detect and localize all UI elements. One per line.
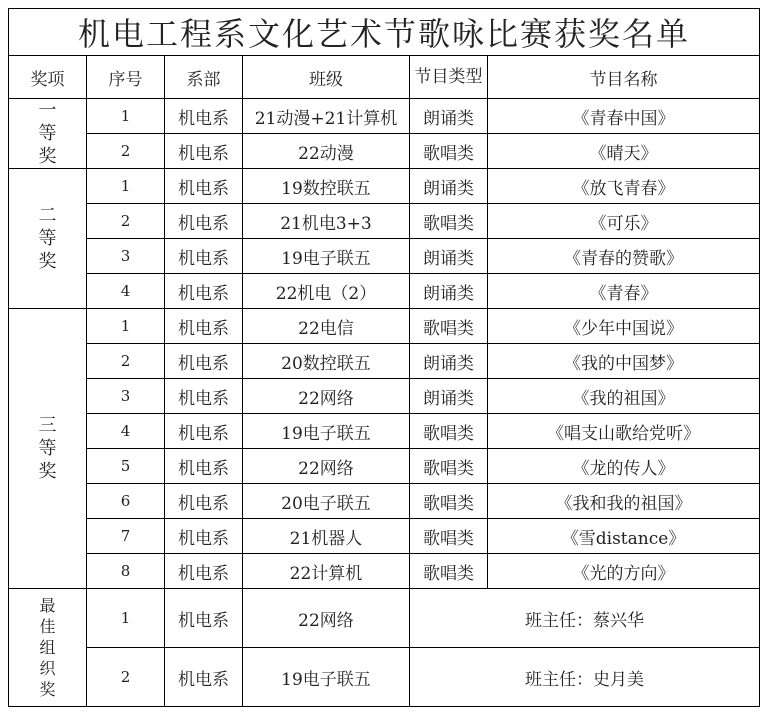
- program-cell: 《我的祖国》: [488, 379, 760, 414]
- table-row: [9, 379, 760, 414]
- teacher-cell: 班主任：蔡兴华: [410, 589, 760, 648]
- seq-cell: 2: [87, 648, 165, 707]
- class-cell: 20电子联五: [243, 484, 410, 519]
- program-cell: 《青春的赞歌》: [488, 239, 760, 274]
- type-cell: 歌唱类: [410, 204, 488, 239]
- class-cell: 20数控联五: [243, 344, 410, 379]
- dept-cell: 机电系: [165, 169, 243, 204]
- dept-cell: 机电系: [165, 648, 243, 707]
- header-row: [9, 56, 760, 99]
- seq-cell: 2: [87, 204, 165, 239]
- table-row: [9, 554, 760, 589]
- seq-cell: 2: [87, 344, 165, 379]
- class-cell: 21动漫+21计算机: [243, 99, 410, 134]
- header-program: 节目名称: [488, 56, 760, 99]
- seq-cell: 1: [87, 589, 165, 648]
- seq-cell: 1: [87, 99, 165, 134]
- class-cell: 19电子联五: [243, 414, 410, 449]
- program-cell: 《少年中国说》: [488, 309, 760, 344]
- type-cell: 朗诵类: [410, 344, 488, 379]
- table-row: [9, 169, 760, 204]
- class-cell: 22网络: [243, 589, 410, 648]
- dept-cell: 机电系: [165, 484, 243, 519]
- header-type: 节目类型: [410, 56, 488, 99]
- type-cell: 歌唱类: [410, 309, 488, 344]
- table-row: [9, 239, 760, 274]
- program-cell: 《晴天》: [488, 134, 760, 169]
- class-cell: 21机器人: [243, 519, 410, 554]
- seq-cell: 3: [87, 239, 165, 274]
- seq-cell: 3: [87, 379, 165, 414]
- award-name: 一等奖: [38, 100, 57, 167]
- dept-cell: 机电系: [165, 589, 243, 648]
- class-cell: 22电信: [243, 309, 410, 344]
- type-cell: 歌唱类: [410, 554, 488, 589]
- header-dept: 系部: [165, 56, 243, 99]
- program-cell: 《龙的传人》: [488, 449, 760, 484]
- seq-cell: 6: [87, 484, 165, 519]
- header-award: 奖项: [9, 56, 87, 99]
- table-title: 机电工程系文化艺术节歌咏比赛获奖名单: [9, 9, 760, 56]
- type-cell: 朗诵类: [410, 379, 488, 414]
- title-row: [9, 9, 760, 56]
- seq-cell: 2: [87, 134, 165, 169]
- type-cell: 歌唱类: [410, 414, 488, 449]
- dept-cell: 机电系: [165, 134, 243, 169]
- table-row: [9, 589, 760, 648]
- dept-cell: 机电系: [165, 239, 243, 274]
- table-row: [9, 99, 760, 134]
- class-cell: 21机电3+3: [243, 204, 410, 239]
- type-cell: 歌唱类: [410, 484, 488, 519]
- prize-first: [9, 99, 87, 169]
- dept-cell: 机电系: [165, 309, 243, 344]
- type-cell: 歌唱类: [410, 519, 488, 554]
- dept-cell: 机电系: [165, 519, 243, 554]
- program-cell: 《放飞青春》: [488, 169, 760, 204]
- program-cell: 《可乐》: [488, 204, 760, 239]
- program-cell: 《青春》: [488, 274, 760, 309]
- seq-cell: 4: [87, 414, 165, 449]
- seq-cell: 8: [87, 554, 165, 589]
- dept-cell: 机电系: [165, 379, 243, 414]
- seq-cell: 4: [87, 274, 165, 309]
- type-cell: 朗诵类: [410, 274, 488, 309]
- class-cell: 19数控联五: [243, 169, 410, 204]
- type-cell: 朗诵类: [410, 239, 488, 274]
- table-row: [9, 449, 760, 484]
- table-row: [9, 519, 760, 554]
- dept-cell: 机电系: [165, 344, 243, 379]
- dept-cell: 机电系: [165, 274, 243, 309]
- dept-cell: 机电系: [165, 99, 243, 134]
- seq-cell: 1: [87, 309, 165, 344]
- table-row: [9, 484, 760, 519]
- seq-cell: 7: [87, 519, 165, 554]
- dept-cell: 机电系: [165, 554, 243, 589]
- seq-cell: 5: [87, 449, 165, 484]
- class-cell: 22计算机: [243, 554, 410, 589]
- seq-cell: 1: [87, 169, 165, 204]
- prize-best-organization: [9, 589, 87, 707]
- table-row: [9, 344, 760, 379]
- table-row: [9, 204, 760, 239]
- award-list-table: [8, 8, 760, 707]
- dept-cell: 机电系: [165, 414, 243, 449]
- class-cell: 22动漫: [243, 134, 410, 169]
- type-cell: 朗诵类: [410, 169, 488, 204]
- program-cell: 《我的中国梦》: [488, 344, 760, 379]
- program-cell: 《青春中国》: [488, 99, 760, 134]
- prize-second: [9, 169, 87, 309]
- table-row: [9, 414, 760, 449]
- type-cell: 朗诵类: [410, 99, 488, 134]
- award-name: 三等奖: [38, 415, 57, 482]
- table-row: [9, 648, 760, 707]
- prize-third: [9, 309, 87, 589]
- header-seq: 序号: [87, 56, 165, 99]
- table-row: [9, 274, 760, 309]
- dept-cell: 机电系: [165, 449, 243, 484]
- program-cell: 《我和我的祖国》: [488, 484, 760, 519]
- class-cell: 22机电（2）: [243, 274, 410, 309]
- award-name: 二等奖: [38, 205, 57, 272]
- program-cell: 《光的方向》: [488, 554, 760, 589]
- class-cell: 22网络: [243, 379, 410, 414]
- class-cell: 19电子联五: [243, 648, 410, 707]
- dept-cell: 机电系: [165, 204, 243, 239]
- class-cell: 19电子联五: [243, 239, 410, 274]
- teacher-cell: 班主任：史月美: [410, 648, 760, 707]
- type-cell: 歌唱类: [410, 134, 488, 169]
- program-cell: 《唱支山歌给党听》: [488, 414, 760, 449]
- type-cell: 歌唱类: [410, 449, 488, 484]
- header-class: 班级: [243, 56, 410, 99]
- program-cell: 《雪distance》: [488, 519, 760, 554]
- table-row: [9, 309, 760, 344]
- table-row: [9, 134, 760, 169]
- class-cell: 22网络: [243, 449, 410, 484]
- award-name: 最佳组织奖: [39, 596, 56, 699]
